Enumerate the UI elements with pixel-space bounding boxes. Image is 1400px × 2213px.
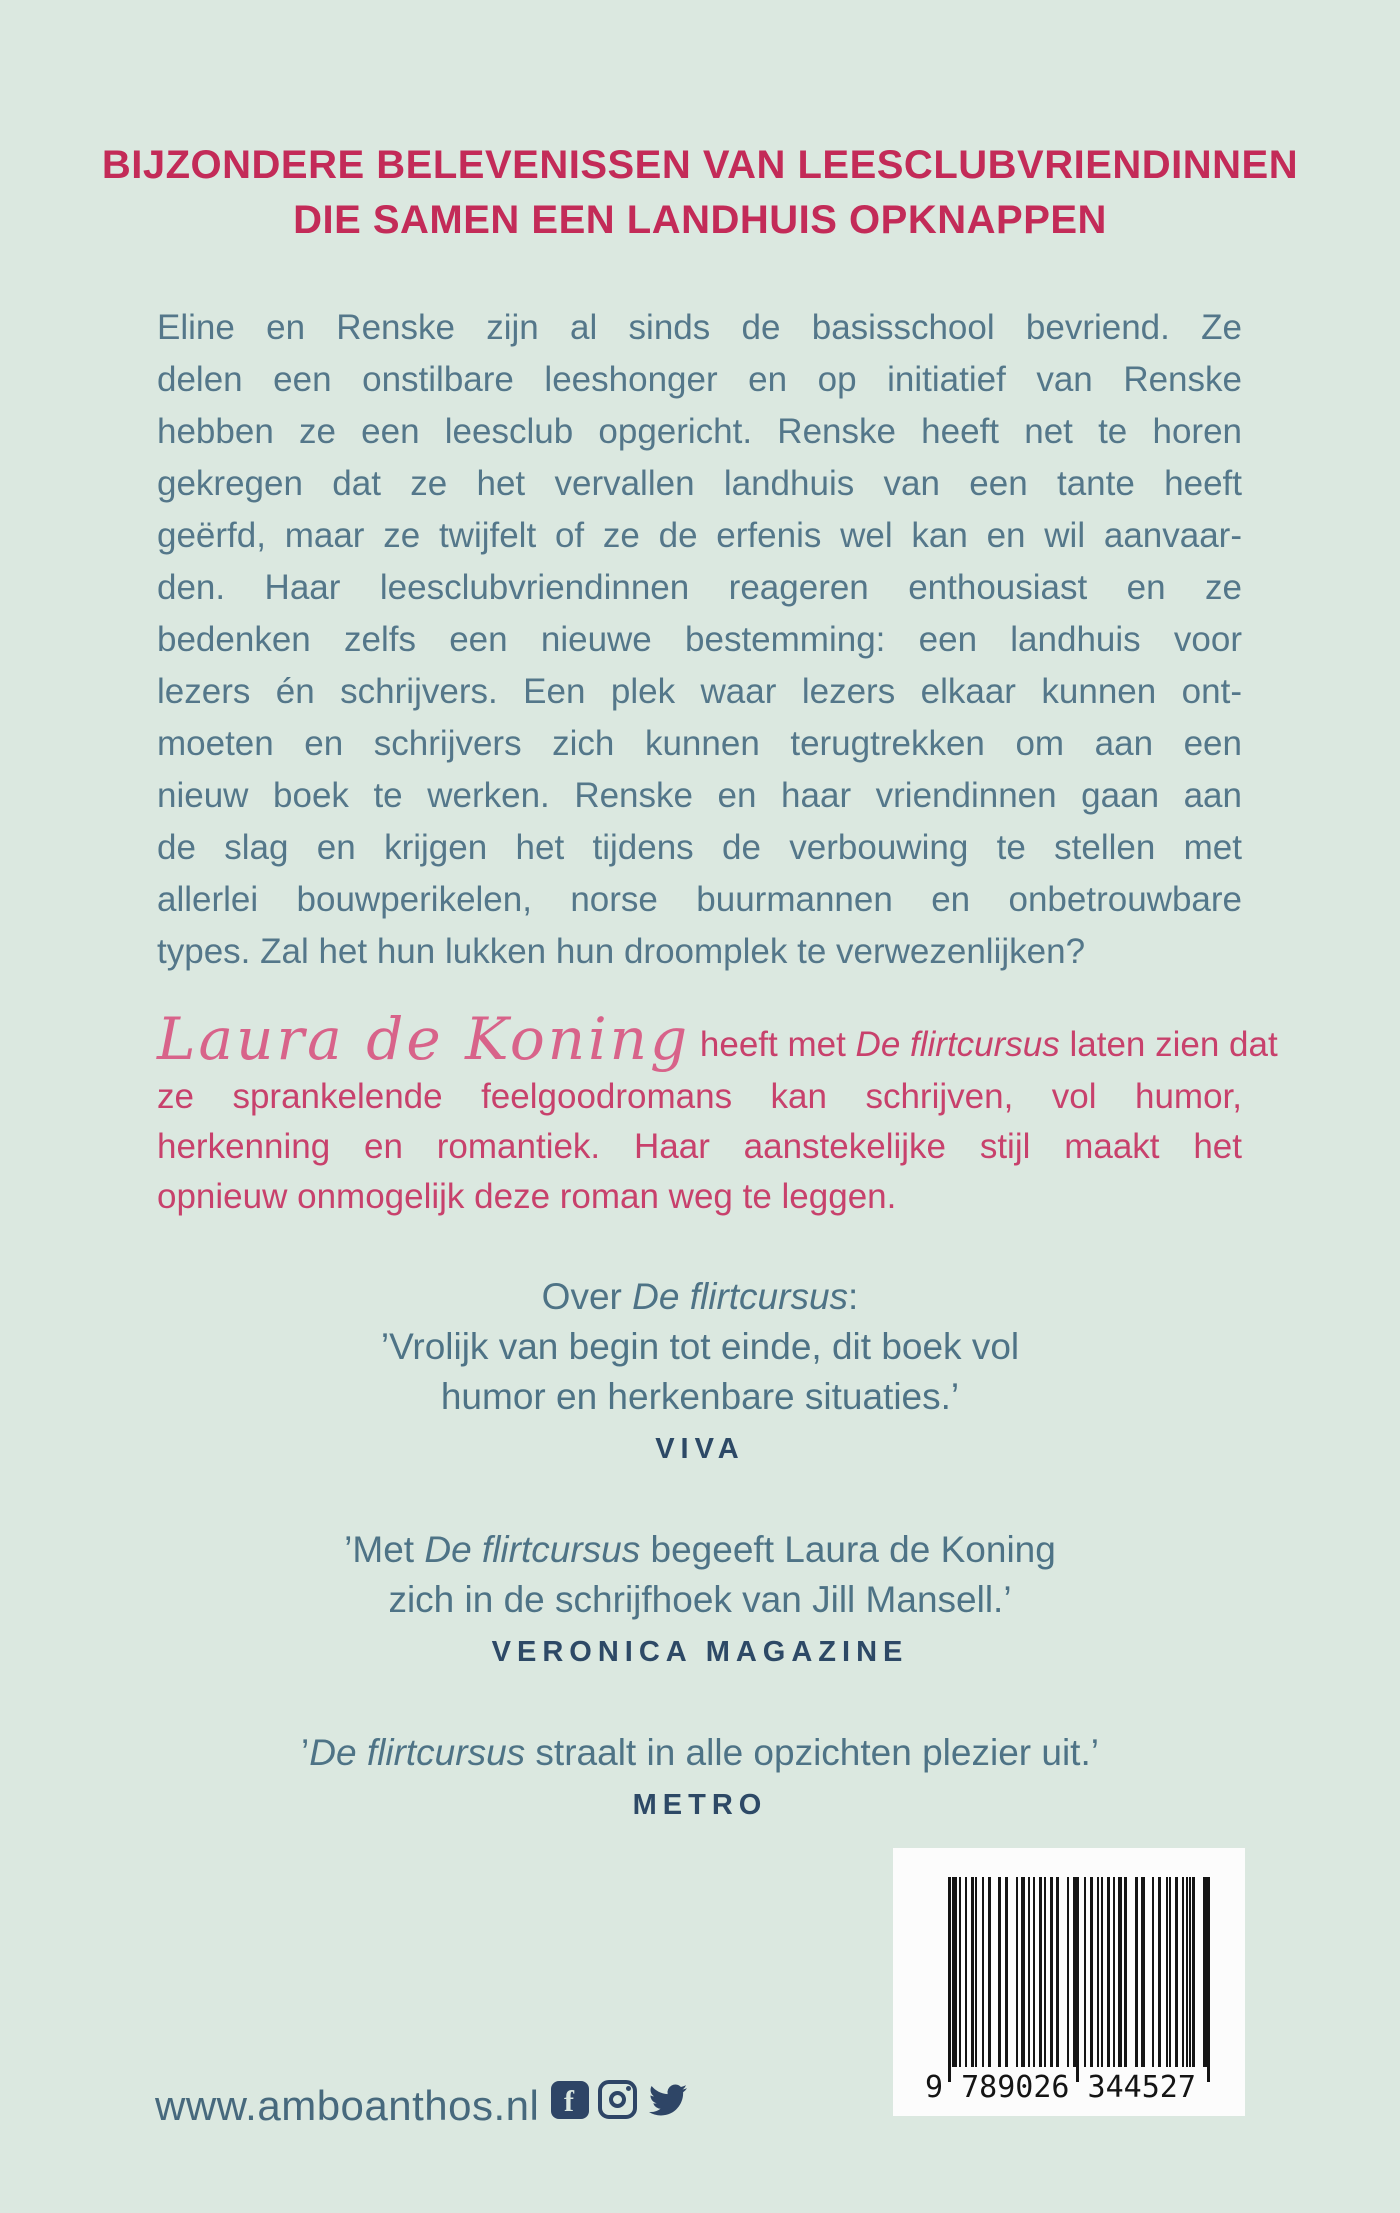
author-note-line2: ze sprankelende feelgoodromans kan schrijven, vol humor, [157, 1077, 1242, 1116]
synopsis-line: delen een onstilbare leeshonger en op initiatief van Renske [157, 360, 1242, 399]
isbn-number: 9 789026 344527 [925, 2070, 1196, 2105]
barcode-bars [948, 1877, 1210, 2067]
synopsis-line: gekregen dat ze het vervallen landhuis van een tante heeft [157, 464, 1242, 503]
book-title-italic: De flirtcursus [309, 1732, 526, 1773]
review-quote-line [0, 1525, 1400, 1575]
review-quote-veronica [0, 1525, 1400, 1673]
synopsis-line: hebben ze een leesclub opgericht. Renske heeft net te horen [157, 412, 1242, 451]
reviews-heading-text: : [848, 1276, 859, 1317]
book-title-italic: De flirtcursus [424, 1529, 641, 1570]
synopsis-line: Eline en Renske zijn al sinds de basisschool bevriend. Ze [157, 308, 1242, 347]
tagline-line1: BIJZONDERE BELEVENISSEN VAN LEESCLUBVRIENDINNEN [101, 143, 1299, 187]
cover-tagline [0, 138, 1400, 248]
review-quote-metro [0, 1728, 1400, 1826]
facebook-icon [551, 2081, 589, 2119]
barcode-guard-bar [948, 1877, 951, 2082]
book-title-italic: De flirtcursus [855, 1025, 1060, 1064]
reviews-heading [0, 1272, 1400, 1322]
social-icons [551, 2080, 690, 2119]
author-signature: Laura de Koning [157, 1005, 691, 1073]
instagram-dot [626, 2086, 631, 2091]
review-quote-line: ’Vrolijk van begin tot einde, dit boek vol [380, 1326, 1020, 1367]
author-note-line1 [157, 1000, 1278, 1073]
review-quote-viva [0, 1322, 1400, 1470]
barcode-guard-bar [1076, 1877, 1079, 2082]
synopsis-line: de slag en krijgen het tijdens de verbouwing te stellen met [157, 828, 1242, 867]
author-note-line4: opnieuw onmogelijk deze roman weg te leggen. [157, 1177, 897, 1216]
review-quote-line: zich in de schrijfhoek van Jill Mansell.’ [388, 1579, 1012, 1620]
synopsis-line: nieuw boek te werken. Renske en haar vriendinnen gaan aan [157, 776, 1242, 815]
review-source: VIVA [655, 1433, 745, 1465]
author-note-line3: herkenning en romantiek. Haar aanstekelijke stijl maakt het [157, 1127, 1242, 1166]
press-reviews [0, 1272, 1400, 1826]
book-title-italic: De flirtcursus [632, 1276, 849, 1317]
reviews-heading-text: Over [541, 1276, 633, 1317]
synopsis-line: bedenken zelfs een nieuwe bestemming: een landhuis voor [157, 620, 1242, 659]
review-quote-text: begeeft Laura de Koning [640, 1529, 1056, 1570]
review-quote-line [0, 1728, 1400, 1778]
synopsis [157, 302, 1242, 978]
review-quote-line: humor en herkenbare situaties.’ [440, 1376, 960, 1417]
twitter-icon [646, 2081, 690, 2119]
synopsis-line: den. Haar leesclubvriendinnen reageren enthousiast en ze [157, 568, 1242, 607]
synopsis-line: moeten en schrijvers zich kunnen terugtrekken om aan een [157, 724, 1242, 763]
synopsis-line: lezers én schrijvers. Een plek waar lezers elkaar kunnen ont- [157, 672, 1242, 711]
author-note [157, 1000, 1278, 1222]
synopsis-line: allerlei bouwperikelen, norse buurmannen en onbetrouwbare [157, 880, 1242, 919]
author-note-text: laten zien dat [1059, 1025, 1278, 1064]
review-quote-text: ’ [301, 1732, 310, 1773]
publisher-website: www.amboanthos.nl [155, 2082, 540, 2129]
review-quote-text: straalt in alle opzichten plezier uit.’ [525, 1732, 1099, 1773]
review-source: VERONICA MAGAZINE [491, 1636, 909, 1668]
tagline-line2: DIE SAMEN EEN LANDHUIS OPKNAPPEN [293, 198, 1107, 242]
author-note-text: heeft met [690, 1025, 856, 1064]
barcode [893, 1848, 1245, 2116]
review-quote-text: ’Met [344, 1529, 425, 1570]
synopsis-line: types. Zal het hun lukken hun droomplek te verwezenlijken? [157, 932, 1086, 971]
instagram-lens [609, 2091, 626, 2108]
synopsis-line: geërfd, maar ze twijfelt of ze de erfenis wel kan en wil aanvaar- [157, 516, 1242, 555]
barcode-guard-bar [1207, 1877, 1210, 2082]
instagram-icon [598, 2080, 637, 2119]
review-source: METRO [632, 1789, 768, 1821]
